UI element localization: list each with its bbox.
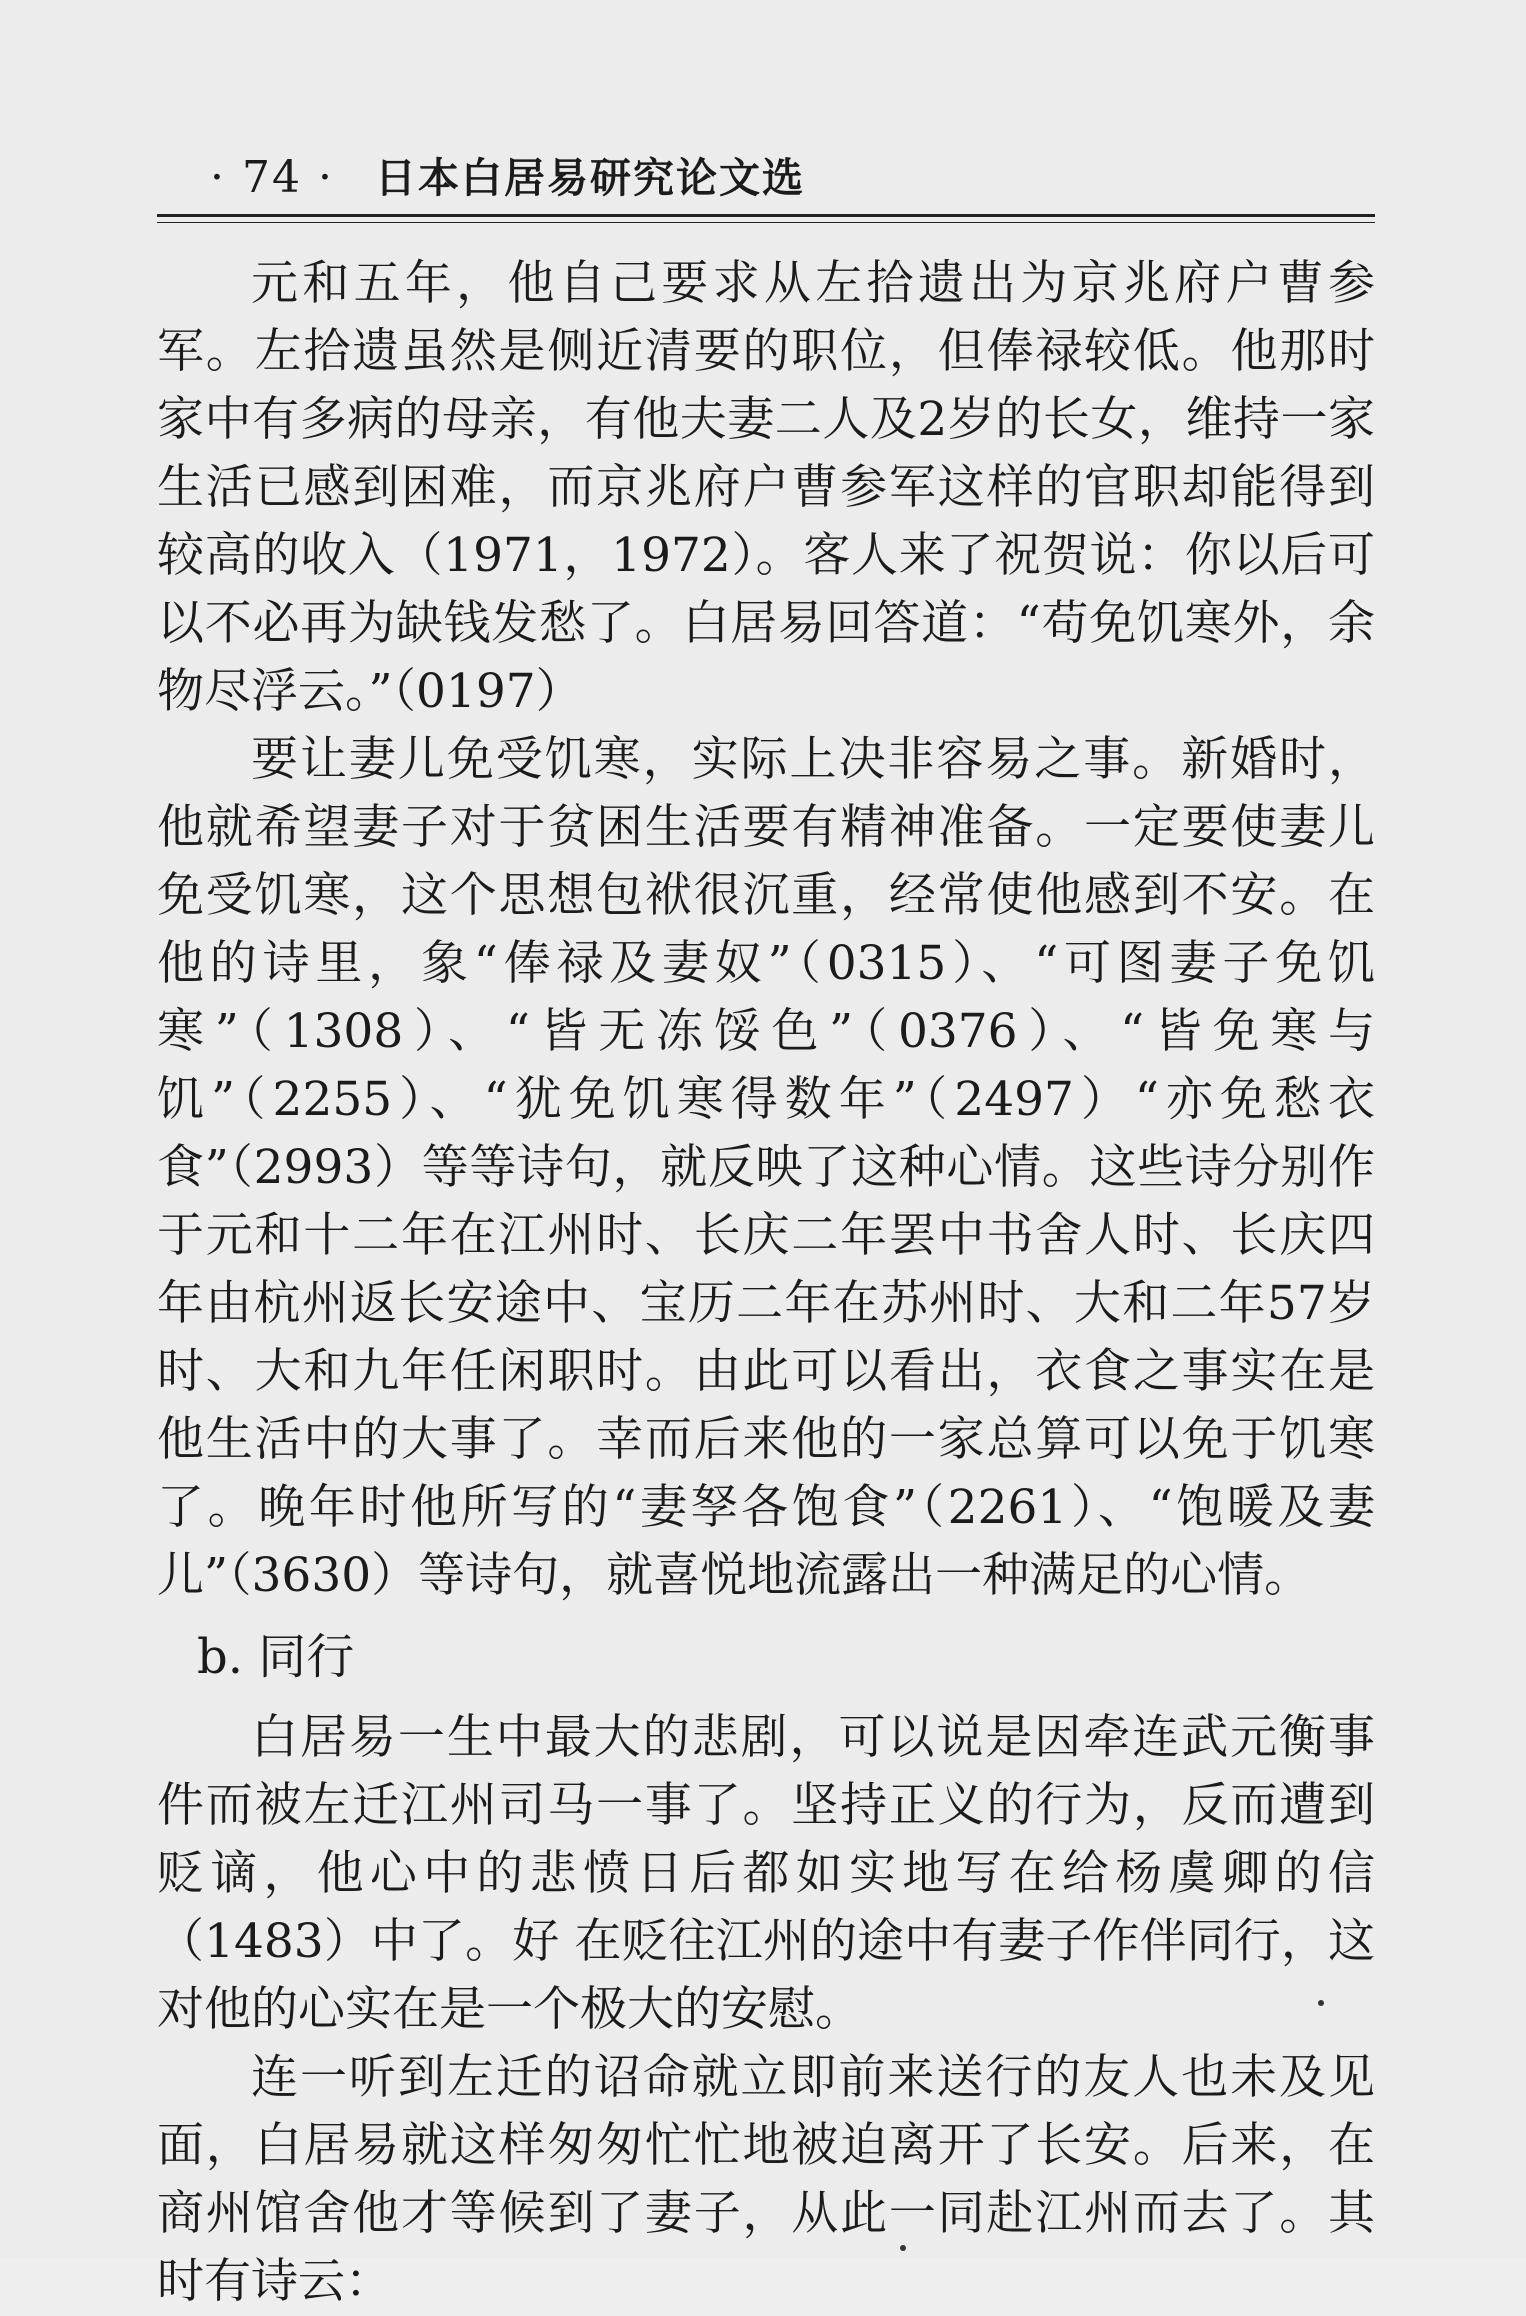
- print-speck: [900, 2245, 906, 2251]
- print-speck: [1318, 2000, 1324, 2006]
- header-rule-thin: [157, 222, 1375, 223]
- header-rule-thick: [157, 214, 1375, 217]
- paragraph: 元和五年，他自己要求从左拾遗出为京兆府户曹参军。左拾遗虽然是侧近清要的职位，但俸禄较低。他那时家中有多病的母亲，有他夫妻二人及2岁的长女，维持一家生活已感到困难，而京兆府户曹参军这样的官职却能得到较高的收入（1971，1972）。客人来了祝贺说：你以后可以不必再为缺钱发愁了。白居易回答道：“苟免饥寒外，余物尽浮云。”（0197）: [157, 256, 1375, 719]
- section-heading: b. 同行: [197, 1629, 355, 1685]
- page-number: · 74 ·: [210, 152, 334, 203]
- running-header: [200, 148, 1380, 208]
- paragraph: 白居易一生中最大的悲剧，可以说是因牵连武元衡事件而被左迁江州司马一事了。坚持正义的行为，反而遭到贬谪，他心中的悲愤日后都如实地写在给杨虞卿的信（1483）中了。好 在贬往江州的途中有妻子作伴同行，这对他的心实在是一个极大的安慰。: [157, 1710, 1375, 2037]
- body-text: [157, 250, 1375, 2316]
- paragraph: 要让妻儿免受饥寒，实际上决非容易之事。新婚时，他就希望妻子对于贫困生活要有精神准备。一定要使妻儿免受饥寒，这个思想包袱很沉重，经常使他感到不安。在他的诗里，象“俸禄及妻奴”（0315）、“可图妻子免饥寒”（1308）、“皆无冻馁色”（0376）、“皆免寒与饥”（2255）、“犹免饥寒得数年”（2497）“亦免愁衣食”（2993）等等诗句，就反映了这种心情。这些诗分别作于元和十二年在江州时、长庆二年罢中书舍人时、长庆四年由杭州返长安途中、宝历二年在苏州时、大和二年57岁时、大和九年任闲职时。由此可以看出，衣食之事实在是他生活中的大事了。幸而后来他的一家总算可以免于饥寒了。晚年时他所写的“妻孥各饱食”（2261）、“饱暖及妻儿”（3630）等诗句，就喜悦地流露出一种满足的心情。: [157, 732, 1375, 1603]
- paragraph: 连一听到左迁的诏命就立即前来送行的友人也未及见面，白居易就这样匆匆忙忙地被迫离开了长安。后来，在商州馆舍他才等候到了妻子，从此一同赴江州而去了。其时有诗云：: [157, 2050, 1375, 2309]
- book-title: 日本白居易研究论文选: [375, 154, 805, 202]
